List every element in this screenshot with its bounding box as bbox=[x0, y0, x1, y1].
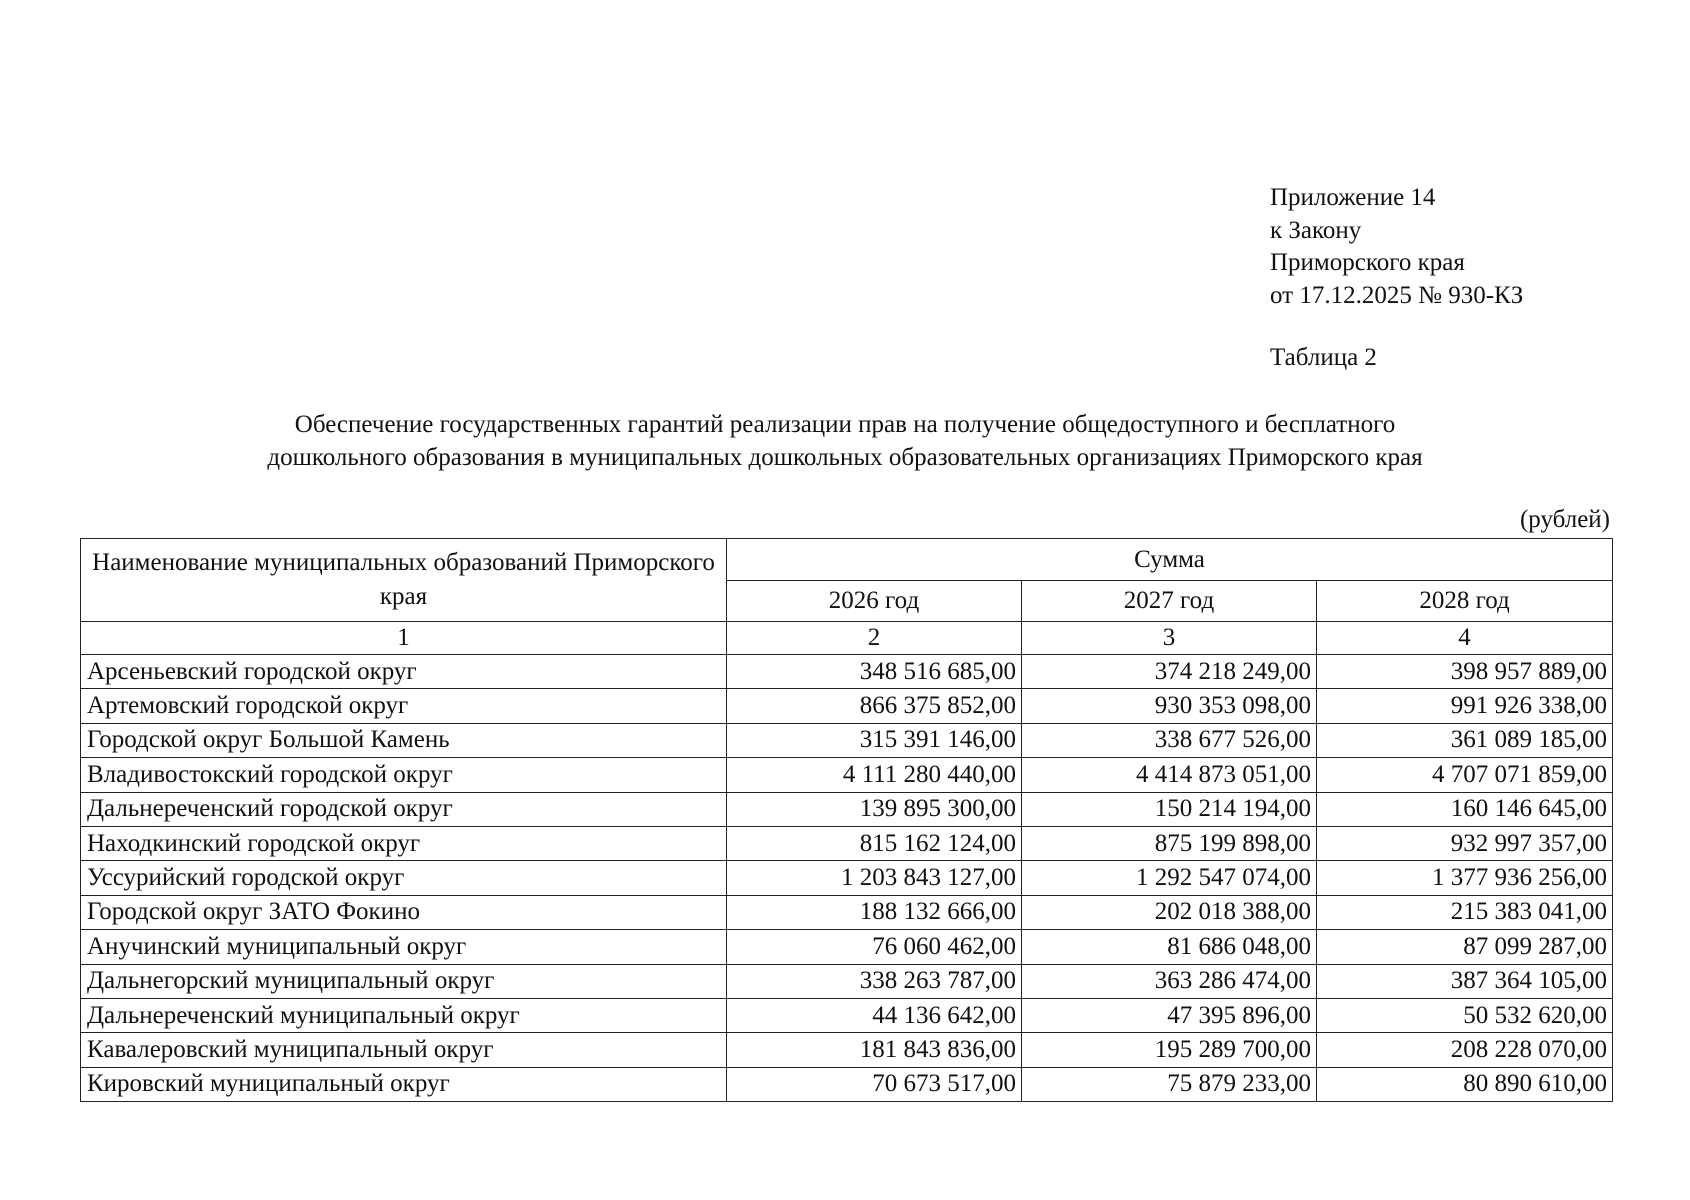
table-row bbox=[81, 1033, 1613, 1067]
table-row bbox=[81, 861, 1613, 895]
amount-2026: 70 673 517,00 bbox=[727, 1067, 1022, 1101]
annex-line: от 17.12.2025 № 930-КЗ bbox=[1270, 281, 1524, 309]
municipality-name: Арсеньевский городской округ bbox=[81, 655, 727, 689]
year-header-2027: 2027 год bbox=[1022, 581, 1317, 622]
amount-2026: 44 136 642,00 bbox=[727, 998, 1022, 1032]
municipality-name: Анучинский муниципальный округ bbox=[81, 930, 727, 964]
year-header-2026: 2026 год bbox=[727, 581, 1022, 622]
amount-2028: 208 228 070,00 bbox=[1317, 1033, 1613, 1067]
amount-2026: 188 132 666,00 bbox=[727, 895, 1022, 929]
table-row bbox=[81, 792, 1613, 826]
amount-2026: 866 375 852,00 bbox=[727, 689, 1022, 723]
amount-2026: 338 263 787,00 bbox=[727, 964, 1022, 998]
amount-2028: 991 926 338,00 bbox=[1317, 689, 1613, 723]
municipality-name: Городской округ Большой Камень bbox=[81, 723, 727, 757]
column-number-row bbox=[81, 622, 1613, 655]
amount-2028: 80 890 610,00 bbox=[1317, 1067, 1613, 1101]
amount-2027: 1 292 547 074,00 bbox=[1022, 861, 1317, 895]
annex-line: Приморского края bbox=[1270, 249, 1465, 276]
sum-column-header: Сумма bbox=[727, 539, 1613, 581]
amount-2026: 1 203 843 127,00 bbox=[727, 861, 1022, 895]
amount-2027: 374 218 249,00 bbox=[1022, 655, 1317, 689]
table-row bbox=[81, 655, 1613, 689]
amount-2026: 139 895 300,00 bbox=[727, 792, 1022, 826]
municipality-name: Кавалеровский муниципальный округ bbox=[81, 1033, 727, 1067]
funding-table bbox=[80, 538, 1613, 1102]
annex-line: к Закону bbox=[1270, 216, 1362, 244]
amount-2027: 363 286 474,00 bbox=[1022, 964, 1317, 998]
amount-2028: 398 957 889,00 bbox=[1317, 655, 1613, 689]
table-label: Таблица 2 bbox=[1270, 344, 1377, 371]
table-header-row bbox=[81, 539, 1613, 581]
amount-2028: 1 377 936 256,00 bbox=[1317, 861, 1613, 895]
table-row bbox=[81, 723, 1613, 757]
amount-2027: 202 018 388,00 bbox=[1022, 895, 1317, 929]
title-line: дошкольного образования в муниципальных дошкольных образовательных организациях Приморского края bbox=[267, 444, 1423, 471]
table-body bbox=[81, 655, 1613, 1102]
amount-2027: 47 395 896,00 bbox=[1022, 998, 1317, 1032]
table-row bbox=[81, 998, 1613, 1032]
amount-2028: 87 099 287,00 bbox=[1317, 930, 1613, 964]
document-title bbox=[0, 408, 1690, 474]
column-number: 2 bbox=[727, 622, 1022, 655]
annex-block bbox=[1270, 182, 1523, 312]
municipality-name: Дальнегорский муниципальный округ bbox=[81, 964, 727, 998]
table-row bbox=[81, 826, 1613, 860]
column-number: 3 bbox=[1022, 622, 1317, 655]
amount-2027: 875 199 898,00 bbox=[1022, 826, 1317, 860]
table-row bbox=[81, 1067, 1613, 1101]
municipality-name: Дальнереченский городской округ bbox=[81, 792, 727, 826]
name-column-header: Наименование муниципальных образований Приморского края bbox=[81, 539, 727, 622]
amount-2027: 338 677 526,00 bbox=[1022, 723, 1317, 757]
table-row bbox=[81, 895, 1613, 929]
amount-2026: 76 060 462,00 bbox=[727, 930, 1022, 964]
municipality-name: Городской округ ЗАТО Фокино bbox=[81, 895, 727, 929]
amount-2028: 160 146 645,00 bbox=[1317, 792, 1613, 826]
municipality-name: Уссурийский городской округ bbox=[81, 861, 727, 895]
units-label: (рублей) bbox=[1519, 506, 1610, 533]
amount-2027: 150 214 194,00 bbox=[1022, 792, 1317, 826]
table-row bbox=[81, 930, 1613, 964]
amount-2026: 4 111 280 440,00 bbox=[727, 758, 1022, 792]
table-row bbox=[81, 689, 1613, 723]
municipality-name: Дальнереченский муниципальный округ bbox=[81, 998, 727, 1032]
amount-2026: 181 843 836,00 bbox=[727, 1033, 1022, 1067]
amount-2027: 930 353 098,00 bbox=[1022, 689, 1317, 723]
amount-2028: 215 383 041,00 bbox=[1317, 895, 1613, 929]
amount-2028: 50 532 620,00 bbox=[1317, 998, 1613, 1032]
year-header-2028: 2028 год bbox=[1317, 581, 1613, 622]
column-number: 4 bbox=[1317, 622, 1613, 655]
municipality-name: Артемовский городской округ bbox=[81, 689, 727, 723]
municipality-name: Владивостокский городской округ bbox=[81, 758, 727, 792]
column-number: 1 bbox=[81, 622, 727, 655]
amount-2028: 932 997 357,00 bbox=[1317, 826, 1613, 860]
amount-2027: 195 289 700,00 bbox=[1022, 1033, 1317, 1067]
municipality-name: Кировский муниципальный округ bbox=[81, 1067, 727, 1101]
amount-2028: 361 089 185,00 bbox=[1317, 723, 1613, 757]
table-row bbox=[81, 758, 1613, 792]
annex-line: Приложение 14 bbox=[1270, 184, 1436, 211]
amount-2027: 75 879 233,00 bbox=[1022, 1067, 1317, 1101]
amount-2028: 387 364 105,00 bbox=[1317, 964, 1613, 998]
amount-2026: 315 391 146,00 bbox=[727, 723, 1022, 757]
amount-2027: 4 414 873 051,00 bbox=[1022, 758, 1317, 792]
amount-2027: 81 686 048,00 bbox=[1022, 930, 1317, 964]
amount-2028: 4 707 071 859,00 bbox=[1317, 758, 1613, 792]
amount-2026: 348 516 685,00 bbox=[727, 655, 1022, 689]
title-line: Обеспечение государственных гарантий реализации прав на получение общедоступного и бесплатного bbox=[294, 411, 1396, 438]
municipality-name: Находкинский городской округ bbox=[81, 826, 727, 860]
amount-2026: 815 162 124,00 bbox=[727, 826, 1022, 860]
table-row bbox=[81, 964, 1613, 998]
